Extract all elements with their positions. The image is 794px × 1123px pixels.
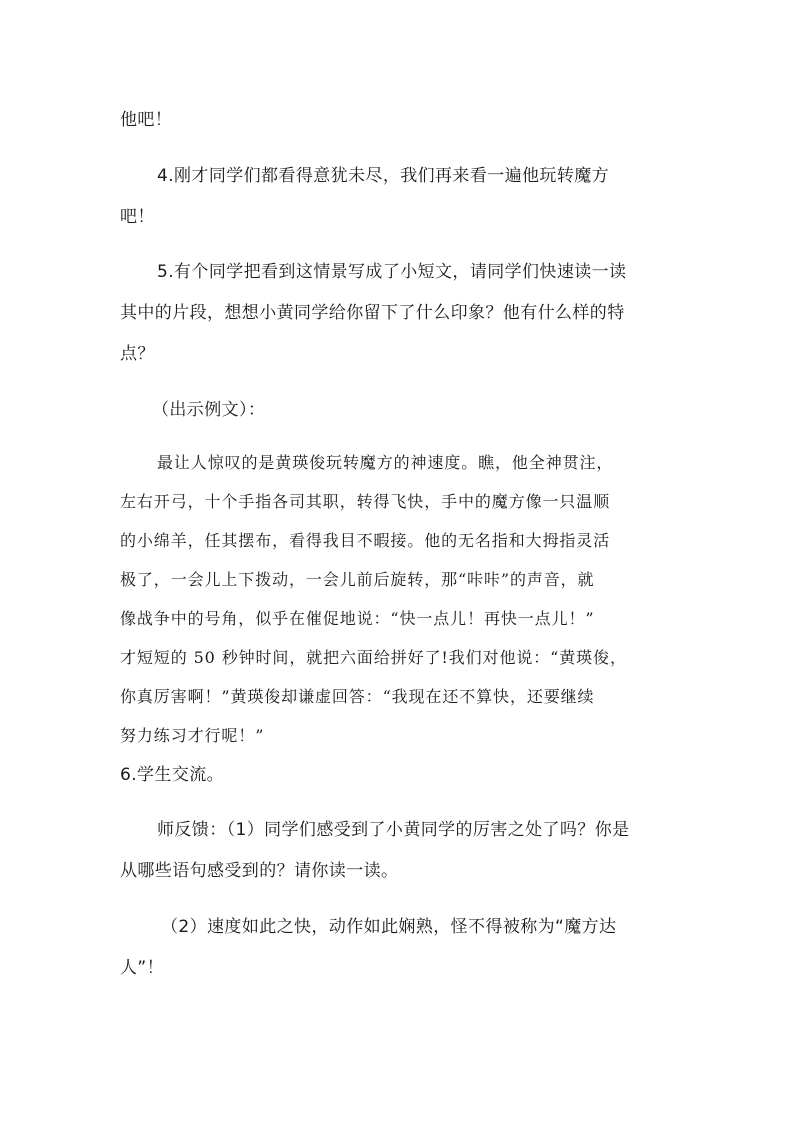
example-line-1: 最让人惊叹的是黄瑛俊玩转魔方的神速度。瞧，他全神贯注， — [157, 453, 614, 472]
example-label: （出示例文）： — [152, 400, 266, 420]
feedback-line-1: 师反馈：（1）同学们感受到了小黄同学的厉害之处了吗？你是 — [157, 820, 630, 840]
item-6-line-1: 6.学生交流。 — [120, 765, 225, 785]
example-line-2: 左右开弓，十个手指各司其职，转得飞快，手中的魔方像一只温顺 — [120, 492, 611, 511]
example-line-3: 的小绵羊，任其摆布，看得我目不暇接。他的无名指和大拇指灵活 — [120, 531, 611, 550]
feedback-line-3: （2）速度如此之快，动作如此娴熟，怪不得被称为“魔方达 — [161, 917, 617, 937]
intro-line-1: 他吧！ — [120, 110, 173, 130]
example-line-5: 像战争中的号角，似乎在催促地说：“快一点儿！再快一点儿！” — [120, 609, 595, 628]
item-4-line-2: 吧！ — [120, 207, 155, 227]
item-5-line-1: 5.有个同学把看到这情景写成了小短文，请同学们快速读一读 — [157, 262, 627, 282]
example-line-7: 你真厉害啊！”黄瑛俊却谦虚回答：“我现在还不算快，还要继续 — [120, 687, 595, 706]
feedback-line-2: 从哪些语句感受到的？请你读一读。 — [120, 861, 399, 881]
example-line-4: 极了，一会儿上下拨动，一会儿前后旋转，那“咔咔”的声音，就 — [120, 570, 595, 589]
example-line-6: 才短短的 50 秒钟时间，就把六面给拼好了!我们对他说：“黄瑛俊， — [120, 648, 627, 667]
item-5-line-3: 点？ — [120, 344, 155, 364]
item-4-line-1: 4.刚才同学们都看得意犹未尽，我们再来看一遍他玩转魔方 — [157, 166, 610, 186]
feedback-line-4: 人”！ — [120, 958, 165, 978]
item-5-line-2: 其中的片段，想想小黄同学给你留下了什么印象？他有什么样的特 — [120, 303, 625, 323]
example-line-8: 努力练习才行呢！” — [120, 726, 265, 745]
